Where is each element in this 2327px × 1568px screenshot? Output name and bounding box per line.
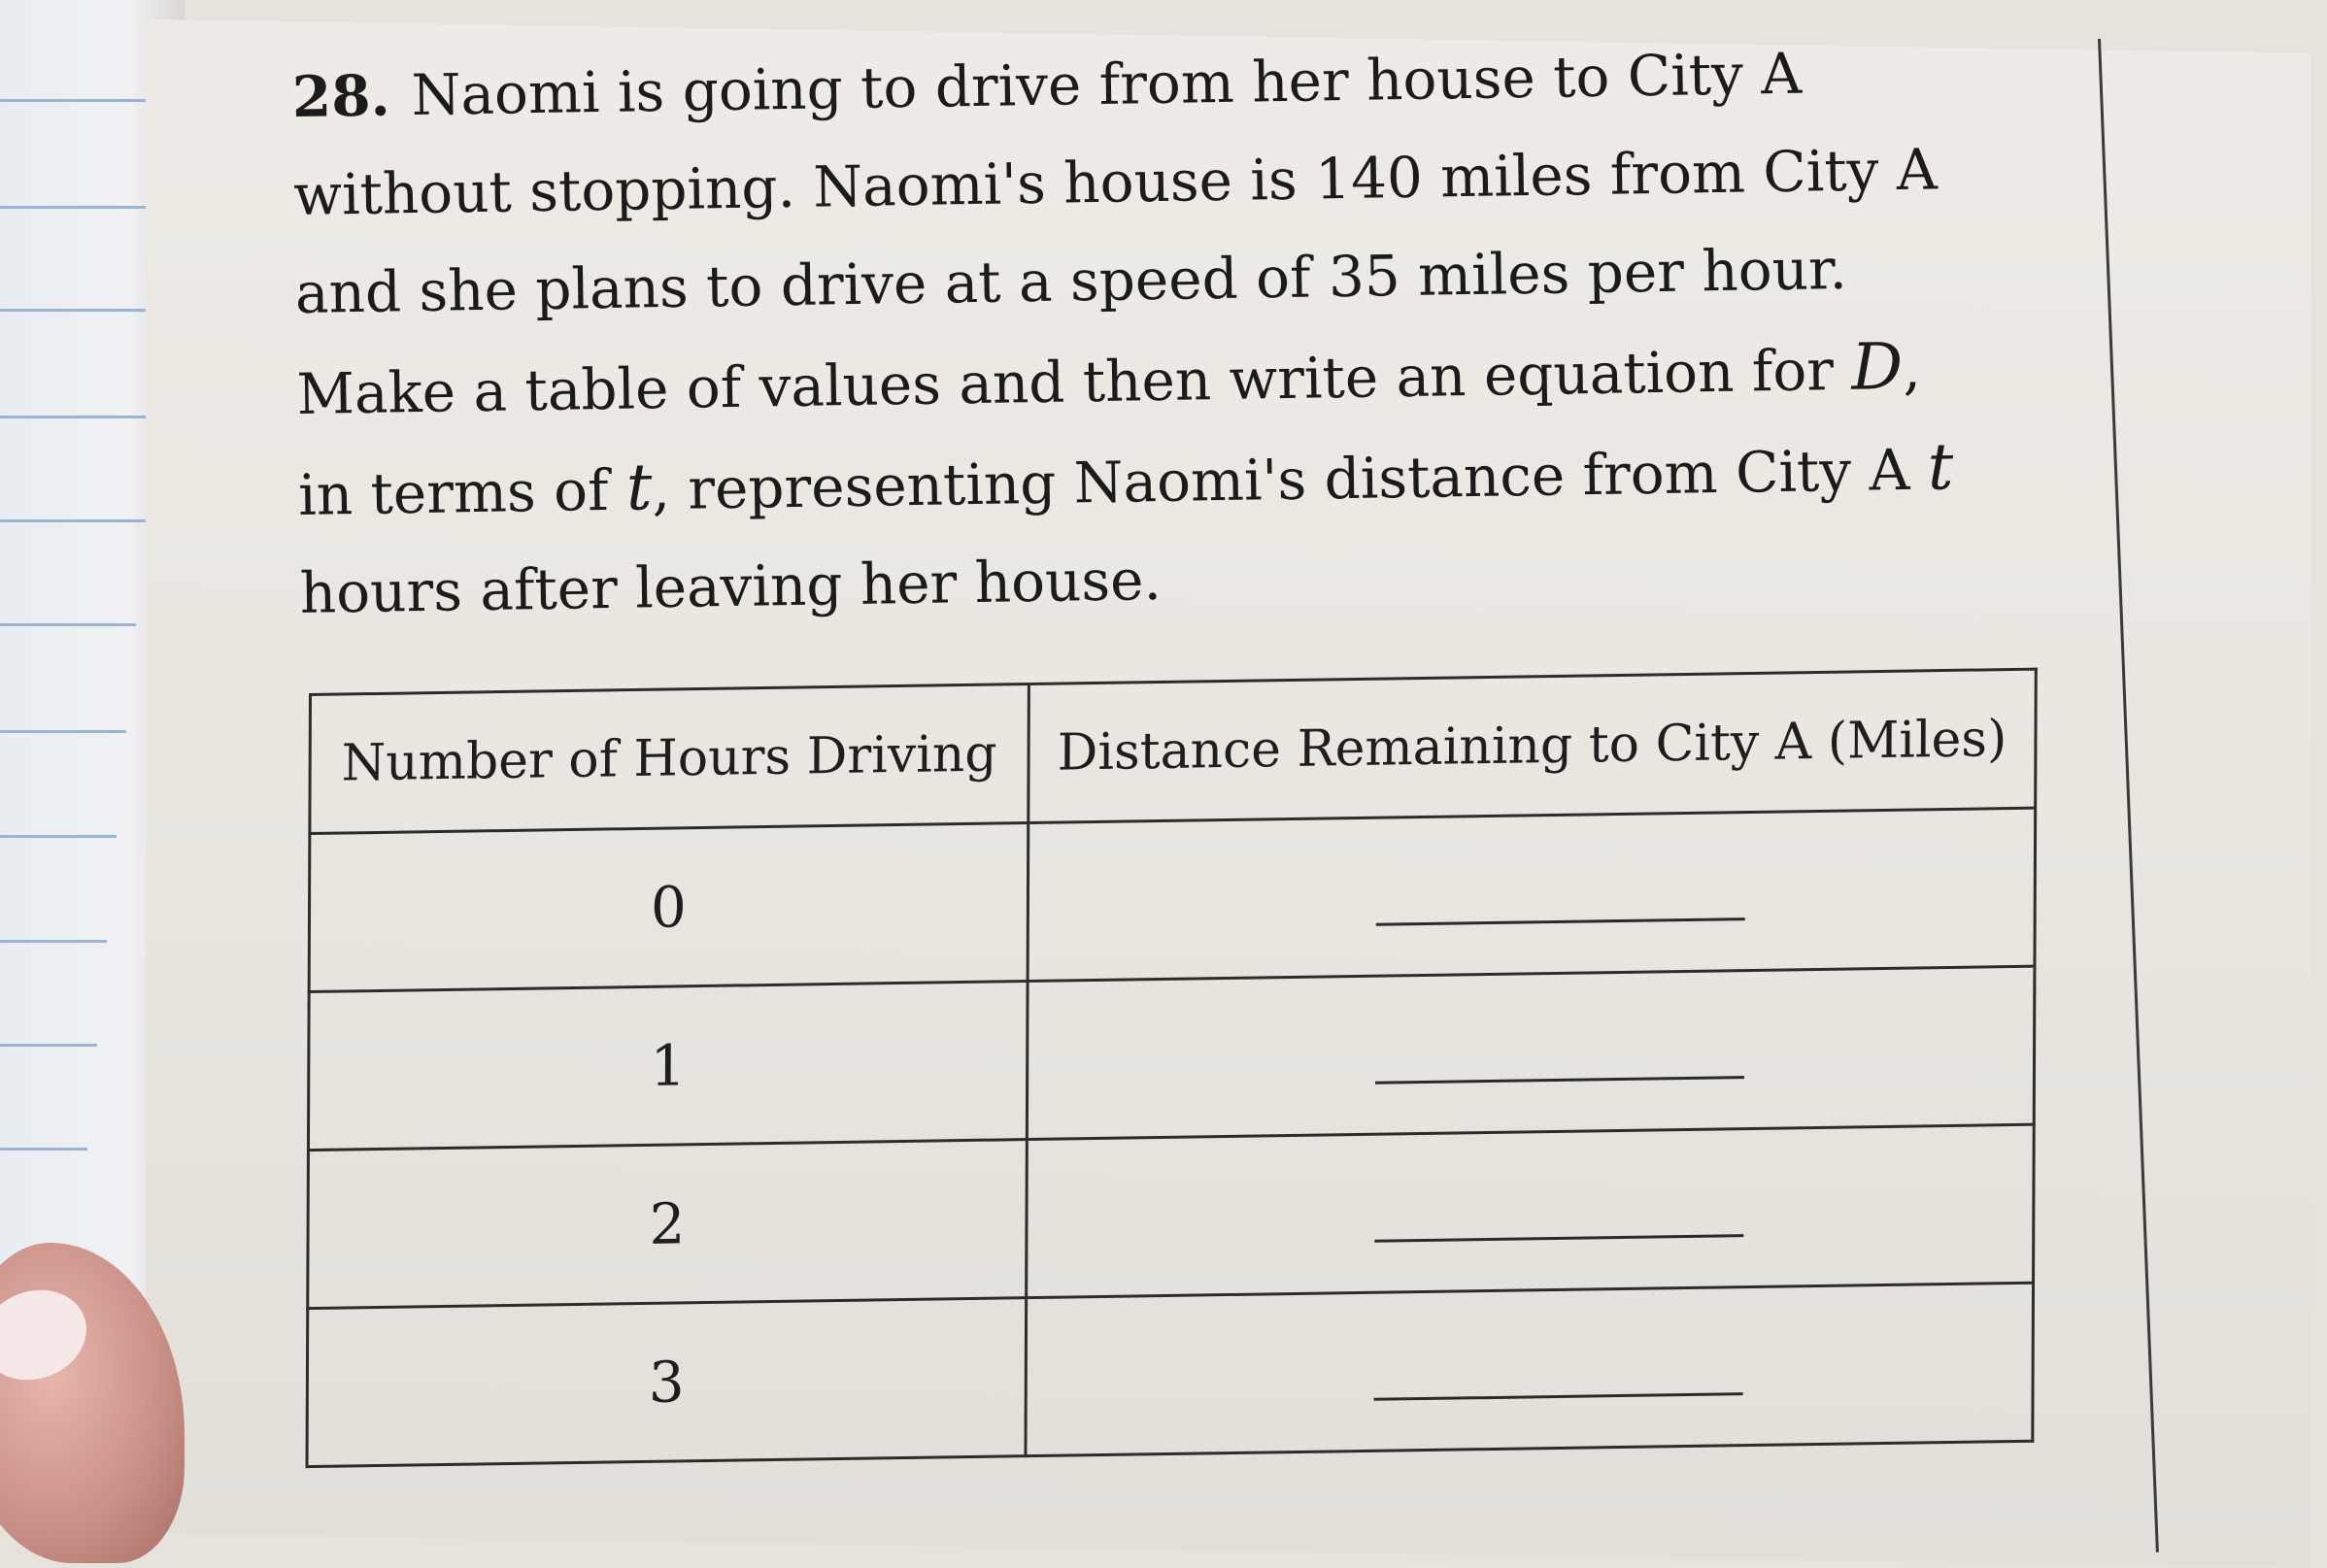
- question-line-1: 28. Naomi is going to drive from her house to City A: [291, 40, 1803, 130]
- values-table: [306, 668, 2038, 1469]
- question-line-5: in terms of t, representing Naomi's distance from City A t: [297, 429, 1954, 528]
- hours-cell: 3: [307, 1298, 1027, 1467]
- variable-t: t: [1927, 429, 1954, 505]
- variable-t: t: [625, 450, 654, 525]
- question-number: 28.: [291, 62, 391, 130]
- question-text: [291, 19, 2126, 642]
- table-row: [309, 808, 2036, 991]
- hours-cell: 1: [308, 982, 1028, 1151]
- notebook-rule: [0, 730, 126, 733]
- question-line-4: Make a table of values and then write an equation for D,: [296, 328, 1922, 427]
- variable-d: D: [1850, 328, 1904, 405]
- notebook-rule: [0, 206, 170, 209]
- question-line-2: without stopping. Naomi's house is 140 miles from City A: [292, 136, 1939, 228]
- distance-cell[interactable]: [1028, 808, 2036, 981]
- distance-cell[interactable]: [1027, 966, 2035, 1139]
- answer-blank[interactable]: [1375, 1076, 1744, 1084]
- notebook-rule: [0, 623, 136, 626]
- answer-blank[interactable]: [1374, 1392, 1743, 1401]
- distance-cell[interactable]: [1026, 1283, 2034, 1455]
- answer-blank[interactable]: [1376, 917, 1745, 926]
- notebook-rule: [0, 1148, 87, 1151]
- header-hours: Number of Hours Driving: [310, 684, 1029, 834]
- answer-blank[interactable]: [1374, 1234, 1743, 1243]
- header-distance: Distance Remaining to City A (Miles): [1029, 669, 2037, 822]
- notebook-rule: [0, 416, 155, 418]
- hours-cell: 2: [308, 1140, 1028, 1309]
- question-line-3: and she plans to drive at a speed of 35 miles per hour.: [294, 235, 1848, 326]
- values-table-wrapper: [306, 667, 2096, 1468]
- notebook-rule: [0, 1044, 97, 1047]
- notebook-rule: [0, 309, 163, 312]
- table-row: [307, 1283, 2034, 1466]
- distance-cell[interactable]: [1027, 1124, 2035, 1297]
- notebook-rule: [0, 940, 107, 943]
- notebook-rule: [0, 519, 146, 522]
- question-line-6: hours after leaving her house.: [299, 547, 1163, 626]
- hours-cell: 0: [309, 823, 1029, 992]
- notebook-rule: [0, 835, 117, 838]
- table-header-row: [310, 669, 2036, 833]
- table-row: [308, 1124, 2035, 1308]
- table-row: [308, 966, 2035, 1150]
